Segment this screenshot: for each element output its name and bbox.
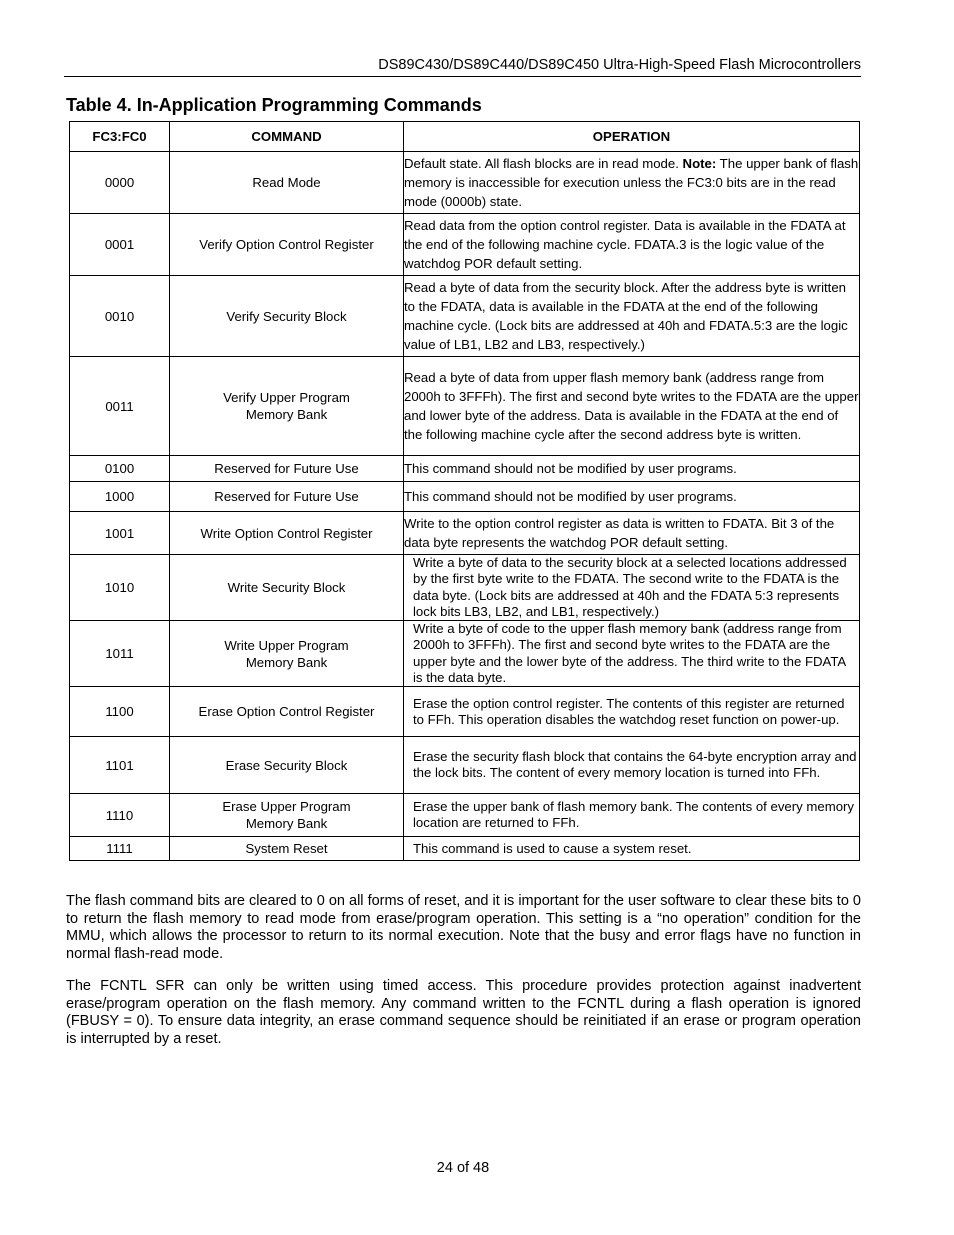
cell-code: 1101 xyxy=(70,737,170,794)
table-row xyxy=(70,555,860,621)
cell-command xyxy=(170,621,404,687)
body-paragraph: The flash command bits are cleared to 0 on all forms of reset, and it is important for the user software to clear these bits to 0 to return the flash memory to read mode from erase/program operation. This setting is a “no operation” condition for the MMU, which allows the processor to return to its normal execution. Note that the busy and error flags have no function in normal flash-read mode. xyxy=(66,893,861,962)
command-line: Memory Bank xyxy=(245,816,328,832)
cell-operation: This command is used to cause a system reset. xyxy=(404,837,860,861)
table-header-row xyxy=(70,122,860,152)
table-row xyxy=(70,621,860,687)
command-line: Write Upper Program xyxy=(224,637,349,653)
cell-code: 0001 xyxy=(70,214,170,276)
cell-operation: Read data from the option control register. Data is available in the FDATA at the end of the following machine cycle. FDATA.3 is the logic value of the watchdog POR default setting. xyxy=(404,214,860,276)
table-row xyxy=(70,794,860,837)
table-row xyxy=(70,512,860,555)
cell-command: System Reset xyxy=(170,837,404,861)
column-header-operation: OPERATION xyxy=(404,122,860,152)
command-line: Verify Upper Program xyxy=(223,390,350,405)
table-row xyxy=(70,837,860,861)
cell-command xyxy=(170,794,404,837)
commands-table xyxy=(69,121,860,861)
column-header-code: FC3:FC0 xyxy=(70,122,170,152)
cell-code: 1110 xyxy=(70,794,170,837)
note-label: Note: xyxy=(682,156,717,171)
page-number: 24 of 48 xyxy=(436,1160,490,1176)
cell-code: 0010 xyxy=(70,276,170,357)
cell-code: 1100 xyxy=(70,687,170,737)
cell-command: Verify Security Block xyxy=(170,276,404,357)
column-header-command: COMMAND xyxy=(170,122,404,152)
command-line: Erase Upper Program xyxy=(222,799,351,815)
table-row xyxy=(70,456,860,482)
cell-operation: This command should not be modified by user programs. xyxy=(404,482,860,512)
cell-command: Verify Option Control Register xyxy=(170,214,404,276)
cell-code: 1011 xyxy=(70,621,170,687)
cell-operation: This command should not be modified by user programs. xyxy=(404,456,860,482)
cell-operation: Write a byte of code to the upper flash memory bank (address range from 2000h to 3FFFh). The first and second byte writes to the FDATA are the upper byte and the lower byte of the address. The third write to the FDATA is the data byte. xyxy=(404,621,860,687)
table-row xyxy=(70,737,860,794)
table-row xyxy=(70,276,860,357)
cell-operation xyxy=(404,152,860,214)
operation-text: Default state. All flash blocks are in read mode. xyxy=(404,156,683,171)
cell-operation: Write to the option control register as data is written to FDATA. Bit 3 of the data byte represents the watchdog POR default setting. xyxy=(404,512,860,555)
command-line: Memory Bank xyxy=(245,407,328,422)
cell-code: 1001 xyxy=(70,512,170,555)
cell-operation: Read a byte of data from the security block. After the address byte is written to the FDATA, data is available in the FDATA at the end of the following machine cycle. (Lock bits are addressed at 40h and FDATA.5:3 are the logic value of LB1, LB2 and LB3, respectively.) xyxy=(404,276,860,357)
table-row xyxy=(70,152,860,214)
cell-code: 1000 xyxy=(70,482,170,512)
table-row xyxy=(70,214,860,276)
cell-code: 1111 xyxy=(70,837,170,861)
cell-command: Read Mode xyxy=(170,152,404,214)
cell-command: Erase Option Control Register xyxy=(170,687,404,737)
operation-text: The upper bank of flash memory is inaccessible for execution unless the FC3:0 bits are in the read mode (0000b) state. xyxy=(404,156,859,209)
cell-code: 0000 xyxy=(70,152,170,214)
cell-command xyxy=(170,357,404,456)
command-line: Memory Bank xyxy=(245,654,328,670)
body-paragraph: The FCNTL SFR can only be written using timed access. This procedure provides protection against inadvertent erase/program operation on the flash memory. Any command written to the FCNTL during a flash operation is ignored (FBUSY = 0). To ensure data integrity, an erase command sequence should be reinitiated if an erase or program operation is interrupted by a reset. xyxy=(66,978,861,1047)
page-header xyxy=(64,56,861,77)
table-row xyxy=(70,687,860,737)
cell-command: Erase Security Block xyxy=(170,737,404,794)
cell-code: 0100 xyxy=(70,456,170,482)
cell-operation: Read a byte of data from upper flash memory bank (address range from 2000h to 3FFFh). The first and second byte writes to the FDATA are the upper and lower byte of the address. Data is available in the FDATA at the end of the following machine cycle after the second address byte is written. xyxy=(404,357,860,456)
cell-operation: Erase the security flash block that contains the 64-byte encryption array and the lock bits. The content of every memory location is turned into FFh. xyxy=(404,737,860,794)
cell-operation: Erase the option control register. The contents of this register are returned to FFh. This operation disables the watchdog reset function on power-up. xyxy=(404,687,860,737)
document-title: DS89C430/DS89C440/DS89C450 Ultra-High-Speed Flash Microcontrollers xyxy=(378,57,861,73)
table-caption: Table 4. In-Application Programming Commands xyxy=(66,95,482,115)
cell-code: 1010 xyxy=(70,555,170,621)
cell-command: Reserved for Future Use xyxy=(170,482,404,512)
table-row xyxy=(70,357,860,456)
cell-operation: Write a byte of data to the security block at a selected locations addressed by the first byte write to the FDATA. The second write to the FDATA is the data byte. (Lock bits are addressed at 40h and the FDATA 5:3 represents lock bits LB3, LB2, and LB1, respectively.) xyxy=(404,555,860,621)
cell-code: 0011 xyxy=(70,357,170,456)
cell-operation: Erase the upper bank of flash memory bank. The contents of every memory location are returned to FFh. xyxy=(404,794,860,837)
cell-command: Write Security Block xyxy=(170,555,404,621)
cell-command: Reserved for Future Use xyxy=(170,456,404,482)
cell-command: Write Option Control Register xyxy=(170,512,404,555)
table-row xyxy=(70,482,860,512)
